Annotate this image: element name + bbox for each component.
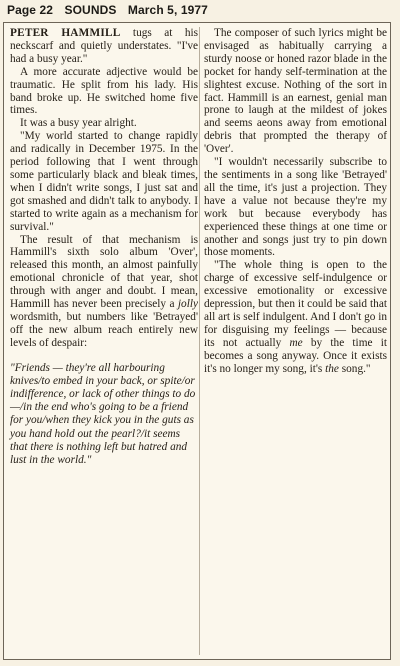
article-lead-name: PETER HAMMILL — [10, 27, 121, 39]
paragraph-text: tugs at his neckscarf and quietly understates. "I've had a busy year." — [10, 27, 199, 65]
page-number: Page 22 — [7, 3, 54, 17]
paragraph — [10, 27, 198, 66]
paragraph: It was a busy year alright. — [20, 117, 137, 130]
emphasis-jolly: jolly — [177, 298, 198, 311]
right-column — [204, 27, 387, 375]
emphasis-the: the — [325, 362, 339, 375]
paragraph: "My world started to change rapidly and radically in December 1975. In the period following that I went through some particularly black and bleak times, when I didn't write songs, I just sat and got smashed and didn't talk to anybody. I started to write again as a mechanism for survival." — [10, 130, 198, 233]
paragraph-text: wordsmith, but numbers like 'Betrayed' off the new album reach entirely new levels of despair: — [10, 310, 198, 349]
paragraph-text: "The whole thing is open to the charge of excessive self-indulgence or excessive emotionality or excessive depression, but then it could be said that all art is self indulgent. And I don't go in for disguising my feelings — because its not actually — [204, 259, 387, 349]
lyric-quote: "Friends — they're all harbouring knives/to embed in your back, or spite/or indifference, or lack of other things to do —/in the end who's going to be a friend for you/when they kick you in the guts as you hand hold out the pearl?/it seems that there is nothing left but hatred and lust in the world." — [10, 361, 196, 467]
paragraph: The composer of such lyrics might be envisaged as habitually carrying a sturdy noose or honed razor blade in the pocket for handy self-termination at the slightest excuse. Nothing of the sort in fact. Hammill is an earnest, genial man prone to laugh at the mildest of jokes and seems aeons away from emotional debris that prompted the therapy of 'Over'. — [204, 27, 387, 156]
publication-name: SOUNDS — [64, 3, 117, 17]
issue-date: March 5, 1977 — [127, 3, 208, 17]
paragraph — [10, 234, 198, 350]
paragraph: "I wouldn't necessarily subscribe to the sentiments in a song like 'Betrayed' all the time, it's just a projection. They have a value not because they're my work but because everybody has experienced these things at one time or another and songs just try to pin down those moments. — [204, 156, 387, 259]
paragraph-text: song." — [338, 362, 371, 375]
paragraph-text: The result of that mechanism is Hammill's sixth solo album 'Over', released this month, an almost painfully emotional chronicle of that year, shot through with anger and doubt. I mean, Hammill has never been precisely a — [10, 233, 198, 311]
paragraph — [204, 259, 387, 375]
page-header — [7, 3, 216, 17]
paragraph-text: by the time it becomes a song anyway. Once it exists it's no longer my song, it's — [204, 336, 387, 375]
paragraph: A more accurate adjective would be traumatic. He split from his lady. His band broke up. He switched home five times. — [10, 65, 198, 117]
emphasis-me: me — [289, 336, 303, 349]
article-box — [3, 22, 391, 660]
left-column — [10, 27, 198, 467]
column-divider — [199, 27, 200, 655]
